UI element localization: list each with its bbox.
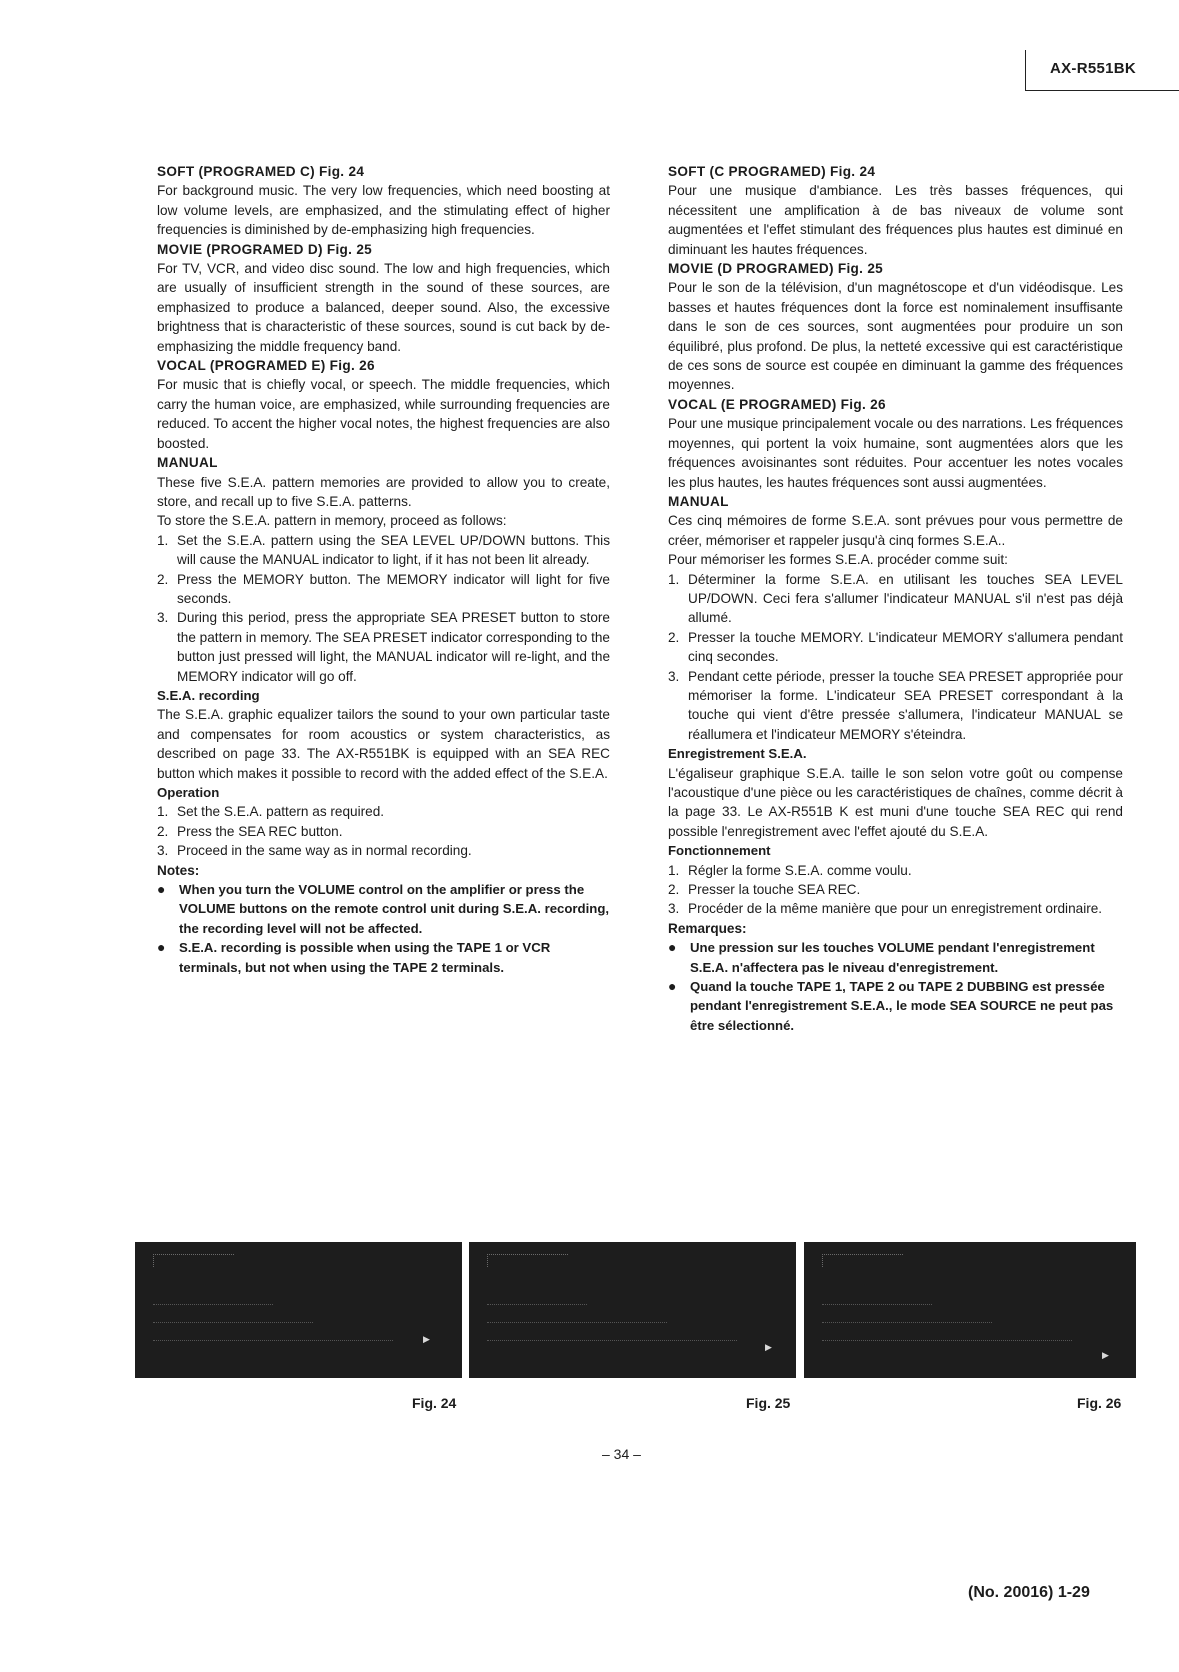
- operation-steps-fr: [668, 861, 1123, 919]
- notes-heading: Notes:: [157, 862, 200, 878]
- list-item: 1. Régler la forme S.E.A. comme voulu.: [668, 862, 912, 878]
- soft-heading: SOFT (PROGRAMED C) Fig. 24: [157, 164, 365, 179]
- page-number: – 34 –: [602, 1446, 641, 1462]
- list-item: ● S.E.A. recording is possible when using the TAPE 1 or VCR terminals, but not when using the TAPE 2 terminals.: [157, 939, 551, 975]
- manual-intro: To store the S.E.A. pattern in memory, proceed as follows:: [157, 513, 507, 529]
- movie-text: For TV, VCR, and video disc sound. The low and high frequencies, which are usually of insufficient strength in the sound of these sources, are emphasized to produce a balanced, deeper sound. Also, the excessive brightness that is characteristic of these sources, sound is cut back by de-emphasizing the middle frequency band.: [157, 261, 610, 354]
- model-number: AX-R551BK: [1050, 60, 1137, 77]
- vocal-heading: VOCAL (PROGRAMED E) Fig. 26: [157, 358, 375, 374]
- recording-heading: S.E.A. recording: [157, 687, 260, 703]
- list-item: 2. Press the SEA REC button.: [157, 823, 343, 839]
- operation-heading-fr: Fonctionnement: [668, 843, 771, 859]
- notes-list-fr: [668, 938, 1123, 1035]
- recording-text: The S.E.A. graphic equalizer tailors the sound to your own particular taste and compensates for room acoustics or system characteristics, as described on page 33. The AX-R551BK is equipped with an SEA REC button which makes it possible to record with the added effect of the S.E.A.: [157, 707, 610, 781]
- french-column: [668, 162, 1123, 1035]
- manual-heading: MANUAL: [157, 455, 218, 471]
- list-item: 3. During this period, press the appropriate SEA PRESET button to store the pattern in memory. The SEA PRESET indicator corresponding to the button just pressed will light, the MANUAL indicator will re-light, and the MEMORY indicator will go off.: [157, 610, 610, 684]
- soft-text-fr: Pour une musique d'ambiance. Les très basses fréquences, qui nécessitent une amplification à de bas niveaux de volume sont augmentées et l'effet stimulant des fréquences plus hautes est diminué en diminuant les hautes fréquences.: [668, 183, 1123, 257]
- figure-26-caption: Fig. 26: [1077, 1395, 1122, 1411]
- list-item: ● Quand la touche TAPE 1, TAPE 2 ou TAPE 2 DUBBING est pressée pendant l'enregistrement S.E.A., le mode SEA SOURCE ne peut pas être sélectionné.: [668, 978, 1114, 1033]
- vocal-text: For music that is chiefly vocal, or speech. The middle frequencies, which carry the human voice, are emphasized, while surrounding frequencies are reduced. To accent the higher vocal notes, the highest frequencies are also boosted.: [157, 377, 610, 451]
- figure-26-image: [804, 1242, 1136, 1378]
- list-item: 1. Déterminer la forme S.E.A. en utilisant les touches SEA LEVEL UP/DOWN. Ceci fera s'allumer l'indicateur MANUAL s'il n'est pas déjà allumé.: [668, 571, 1123, 626]
- bullet-icon: ●: [668, 939, 677, 956]
- list-item: 3. Proceed in the same way as in normal recording.: [157, 843, 472, 859]
- list-item: ● When you turn the VOLUME control on the amplifier or press the VOLUME buttons on the remote control unit during S.E.A. recording, the recording level will not be affected.: [157, 881, 610, 936]
- operation-heading: Operation: [157, 785, 220, 800]
- indicator-icon: ▶: [423, 1334, 430, 1344]
- manual-steps: [157, 531, 610, 686]
- list-item: 3. Procéder de la même manière que pour un enregistrement ordinaire.: [668, 901, 1103, 917]
- notes-list: [157, 880, 610, 977]
- indicator-icon: ▶: [765, 1342, 772, 1352]
- figure-24-caption: Fig. 24: [412, 1395, 457, 1411]
- manual-heading-fr: MANUAL: [668, 493, 729, 509]
- manual-text-fr: Ces cinq mémoires de forme S.E.A. sont prévues pour vous permettre de créer, mémoriser et rappeler jusqu'à cinq formes S.E.A..: [668, 513, 1123, 548]
- recording-heading-fr: Enregistrement S.E.A.: [668, 746, 807, 762]
- indicator-icon: ▶: [1102, 1350, 1109, 1360]
- manual-steps-fr: [668, 570, 1123, 745]
- bullet-icon: ●: [157, 939, 166, 956]
- soft-text: For background music. The very low frequencies, which need boosting at low volume levels, are emphasized, and the stimulating effect of higher frequencies is diminished by de-emphasizing high frequencies.: [157, 183, 610, 238]
- manual-intro-fr: Pour mémoriser les formes S.E.A. procéder comme suit:: [668, 552, 1008, 568]
- vocal-text-fr: Pour une musique principalement vocale ou des narrations. Les fréquences moyennes, qui portent la voix humaine, sont augmentées alors que les fréquences avoisinantes sont réduites. Pour accentuer les notes vocales les plus hautes, les hautes fréquences sont aussi augmentées.: [668, 416, 1123, 490]
- list-item: ● Une pression sur les touches VOLUME pendant l'enregistrement S.E.A. n'affectera pas le niveau d'enregistrement.: [668, 939, 1095, 975]
- operation-steps: [157, 802, 610, 860]
- list-item: 3. Pendant cette période, presser la touche SEA PRESET appropriée pour mémoriser la forme. L'indicateur SEA PRESET correspondant à la touche qui vient d'être pressée s'allumera, l'indicateur MANUAL se réallumera et l'indicateur MEMORY s'éteindra.: [668, 668, 1123, 742]
- bullet-icon: ●: [157, 881, 166, 898]
- english-column: [157, 162, 610, 977]
- bullet-icon: ●: [668, 978, 677, 995]
- soft-heading-fr: SOFT (C PROGRAMED) Fig. 24: [668, 164, 876, 179]
- figure-25-image: [469, 1242, 796, 1378]
- footer-code: (No. 20016) 1-29: [968, 1584, 1090, 1601]
- movie-heading-fr: MOVIE (D PROGRAMED) Fig. 25: [668, 261, 884, 277]
- list-item: 1. Set the S.E.A. pattern using the SEA LEVEL UP/DOWN buttons. This will cause the MANUAL indicator to light, if it has not been lit already.: [157, 532, 610, 568]
- figure-24-image: [135, 1242, 462, 1378]
- list-item: 1. Set the S.E.A. pattern as required.: [157, 804, 385, 820]
- movie-heading: MOVIE (PROGRAMED D) Fig. 25: [157, 241, 373, 257]
- list-item: 2. Press the MEMORY button. The MEMORY indicator will light for five seconds.: [157, 571, 610, 606]
- recording-text-fr: L'égaliseur graphique S.E.A. taille le son selon votre goût ou compense l'acoustique d'une pièce ou les caractéristiques de chaînes, comme décrit à la page 33. Le AX-R551B K est muni d'une touche SEA REC qui rend possible l'enregistrement avec l'effet ajouté du S.E.A.: [668, 765, 1123, 839]
- list-item: 2. Presser la touche SEA REC.: [668, 882, 861, 898]
- vocal-heading-fr: VOCAL (E PROGRAMED) Fig. 26: [668, 396, 886, 412]
- notes-heading-fr: Remarques:: [668, 920, 747, 936]
- manual-text: These five S.E.A. pattern memories are provided to allow you to create, store, and recall up to five S.E.A. patterns.: [157, 474, 610, 509]
- list-item: 2. Presser la touche MEMORY. L'indicateur MEMORY s'allumera pendant cinq secondes.: [668, 629, 1123, 665]
- movie-text-fr: Pour le son de la télévision, d'un magnétoscope et d'un vidéodisque. Les basses et hautes fréquences dont la force est nominalement insuffisante dans le son de ces sources, sont augmentées pour produire un son équilibré, plus profond. De plus, la netteté excessive qui est caractéristique de ces sons de source est coupée en diminuant la gamme des fréquences moyennes.: [668, 280, 1123, 393]
- figure-25-caption: Fig. 25: [746, 1395, 791, 1411]
